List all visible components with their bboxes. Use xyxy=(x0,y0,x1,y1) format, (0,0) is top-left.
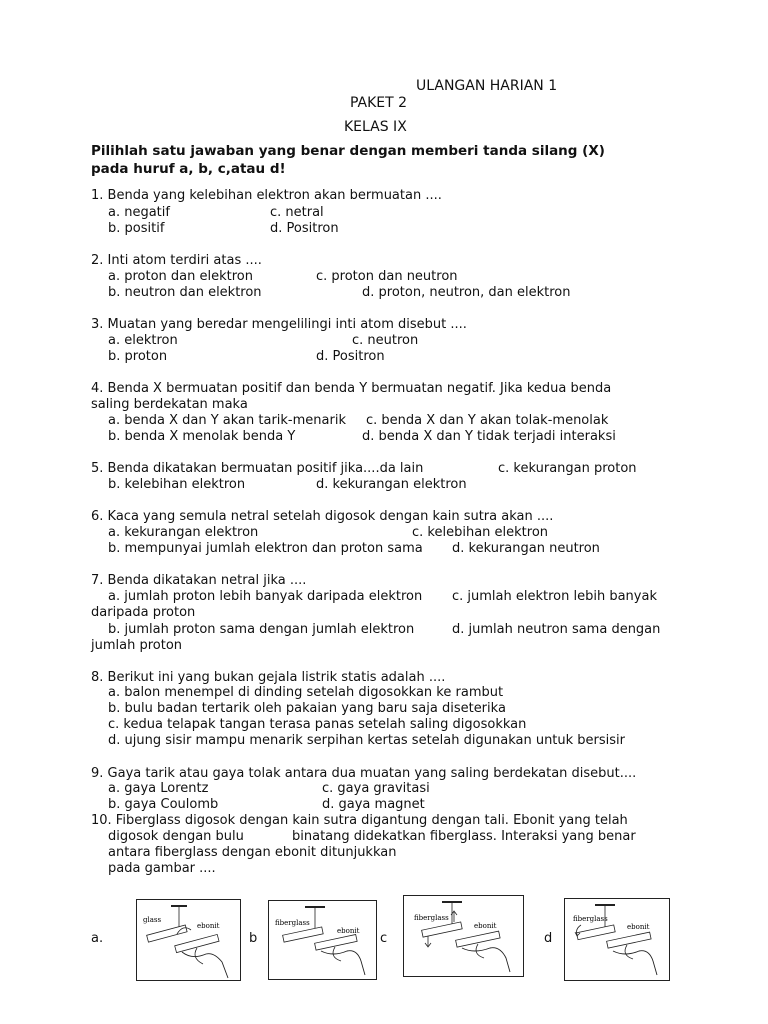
q3-option-b: b. proton xyxy=(108,349,168,364)
q8-option-c: c. kedua telapak tangan terasa panas setelah saling digosokkan xyxy=(108,717,527,732)
figure-b-fiberglass-text: fiberglass xyxy=(275,919,310,927)
figure-d-ebonit-text: ebonit xyxy=(627,923,650,931)
figure-label-c: c xyxy=(380,931,388,946)
q3-option-d: d. Positron xyxy=(316,349,385,364)
instructions-line2: pada huruf a, b, c,atau d! xyxy=(91,161,286,177)
q9-option-d: d. gaya magnet xyxy=(322,797,425,812)
q10-stem-line1: 10. Fiberglass digosok dengan kain sutra digantung dengan tali. Ebonit yang telah xyxy=(91,813,628,828)
q10-stem-line3: antara fiberglass dengan ebonit ditunjukkan xyxy=(108,845,397,860)
q8-option-b: b. bulu badan tertarik oleh pakaian yang baru saja diseterika xyxy=(108,701,506,716)
q9-option-c: c. gaya gravitasi xyxy=(322,781,430,796)
q3-stem: 3. Muatan yang beredar mengelilingi inti atom disebut .... xyxy=(91,317,467,332)
q5-option-b: b. kelebihan elektron xyxy=(108,477,246,492)
q7-option-d: d. jumlah neutron sama dengan xyxy=(452,622,661,637)
q4-option-c: c. benda X dan Y akan tolak-menolak xyxy=(366,413,609,428)
q6-option-b: b. mempunyai jumlah elektron dan proton sama xyxy=(108,541,423,556)
title-line3: KELAS IX xyxy=(344,119,407,135)
figure-d-fiberglass-text: fiberglass xyxy=(573,915,608,923)
figure-c-fiberglass-text: fiberglass xyxy=(414,914,449,922)
q4-option-d: d. benda X dan Y tidak terjadi interaksi xyxy=(362,429,616,444)
q1-option-d: d. Positron xyxy=(270,221,339,236)
q9-option-a: a. gaya Lorentz xyxy=(108,781,209,796)
q1-option-c: c. netral xyxy=(270,205,324,220)
figure-c xyxy=(403,895,524,977)
q6-option-d: d. kekurangan neutron xyxy=(452,541,600,556)
q2-option-b: b. neutron dan elektron xyxy=(108,285,262,300)
q4-stem-line2: saling berdekatan maka xyxy=(91,397,248,412)
q9-stem: 9. Gaya tarik atau gaya tolak antara dua muatan yang saling berdekatan disebut.... xyxy=(91,766,637,781)
q4-option-a: a. benda X dan Y akan tarik-menarik xyxy=(108,413,346,428)
q10-stem-line4: pada gambar .... xyxy=(108,861,216,876)
q2-option-c: c. proton dan neutron xyxy=(316,269,458,284)
q10-stem-line2a: digosok dengan bulu xyxy=(108,829,244,844)
figure-c-ebonit-text: ebonit xyxy=(474,922,497,930)
figure-a-glass-text: glass xyxy=(143,916,162,924)
q8-option-d: d. ujung sisir mampu menarik serpihan kertas setelah digunakan untuk bersisir xyxy=(108,733,626,748)
q4-option-b: b. benda X menolak benda Y xyxy=(108,429,296,444)
figure-label-d: d xyxy=(544,931,553,946)
q7-stem: 7. Benda dikatakan netral jika .... xyxy=(91,573,307,588)
q6-option-c: c. kelebihan elektron xyxy=(412,525,549,540)
q6-stem: 6. Kaca yang semula netral setelah digosok dengan kain sutra akan .... xyxy=(91,509,554,524)
figure-d xyxy=(564,898,670,981)
q7-option-d-cont: jumlah proton xyxy=(91,638,183,653)
q1-stem: 1. Benda yang kelebihan elektron akan bermuatan .... xyxy=(91,188,442,203)
figure-a xyxy=(136,899,241,981)
figure-b xyxy=(268,900,377,980)
q5-option-d: d. kekurangan elektron xyxy=(316,477,467,492)
q7-option-b: b. jumlah proton sama dengan jumlah elektron xyxy=(108,622,415,637)
figure-label-a: a. xyxy=(91,931,104,946)
q2-stem: 2. Inti atom terdiri atas .... xyxy=(91,253,262,268)
title-line2: PAKET 2 xyxy=(350,95,408,111)
q1-option-b: b. positif xyxy=(108,221,165,236)
q3-option-c: c. neutron xyxy=(352,333,419,348)
q7-option-c: c. jumlah elektron lebih banyak xyxy=(452,589,657,604)
figure-b-ebonit-text: ebonit xyxy=(337,927,360,935)
q4-stem-line1: 4. Benda X bermuatan positif dan benda Y bermuatan negatif. Jika kedua benda xyxy=(91,381,612,396)
q10-stem-line2b: binatang didekatkan fiberglass. Interaksi yang benar xyxy=(292,829,636,844)
figure-label-b: b xyxy=(249,931,258,946)
instructions-line1: Pilihlah satu jawaban yang benar dengan memberi tanda silang (X) xyxy=(91,143,605,159)
q3-option-a: a. elektron xyxy=(108,333,178,348)
q1-option-a: a. negatif xyxy=(108,205,170,220)
q8-stem: 8. Berikut ini yang bukan gejala listrik statis adalah .... xyxy=(91,670,446,685)
q2-option-d: d. proton, neutron, dan elektron xyxy=(362,285,571,300)
q5-option-c: c. kekurangan proton xyxy=(498,461,637,476)
q7-option-a: a. jumlah proton lebih banyak daripada elektron xyxy=(108,589,423,604)
q5-stem: 5. Benda dikatakan bermuatan positif jika....da lain xyxy=(91,461,424,476)
q9-option-b: b. gaya Coulomb xyxy=(108,797,219,812)
q6-option-a: a. kekurangan elektron xyxy=(108,525,259,540)
q2-option-a: a. proton dan elektron xyxy=(108,269,253,284)
q8-option-a: a. balon menempel di dinding setelah digosokkan ke rambut xyxy=(108,685,504,700)
q7-option-c-cont: daripada proton xyxy=(91,605,196,620)
title-line1: ULANGAN HARIAN 1 xyxy=(416,78,558,94)
figure-a-ebonit-text: ebonit xyxy=(197,922,220,930)
